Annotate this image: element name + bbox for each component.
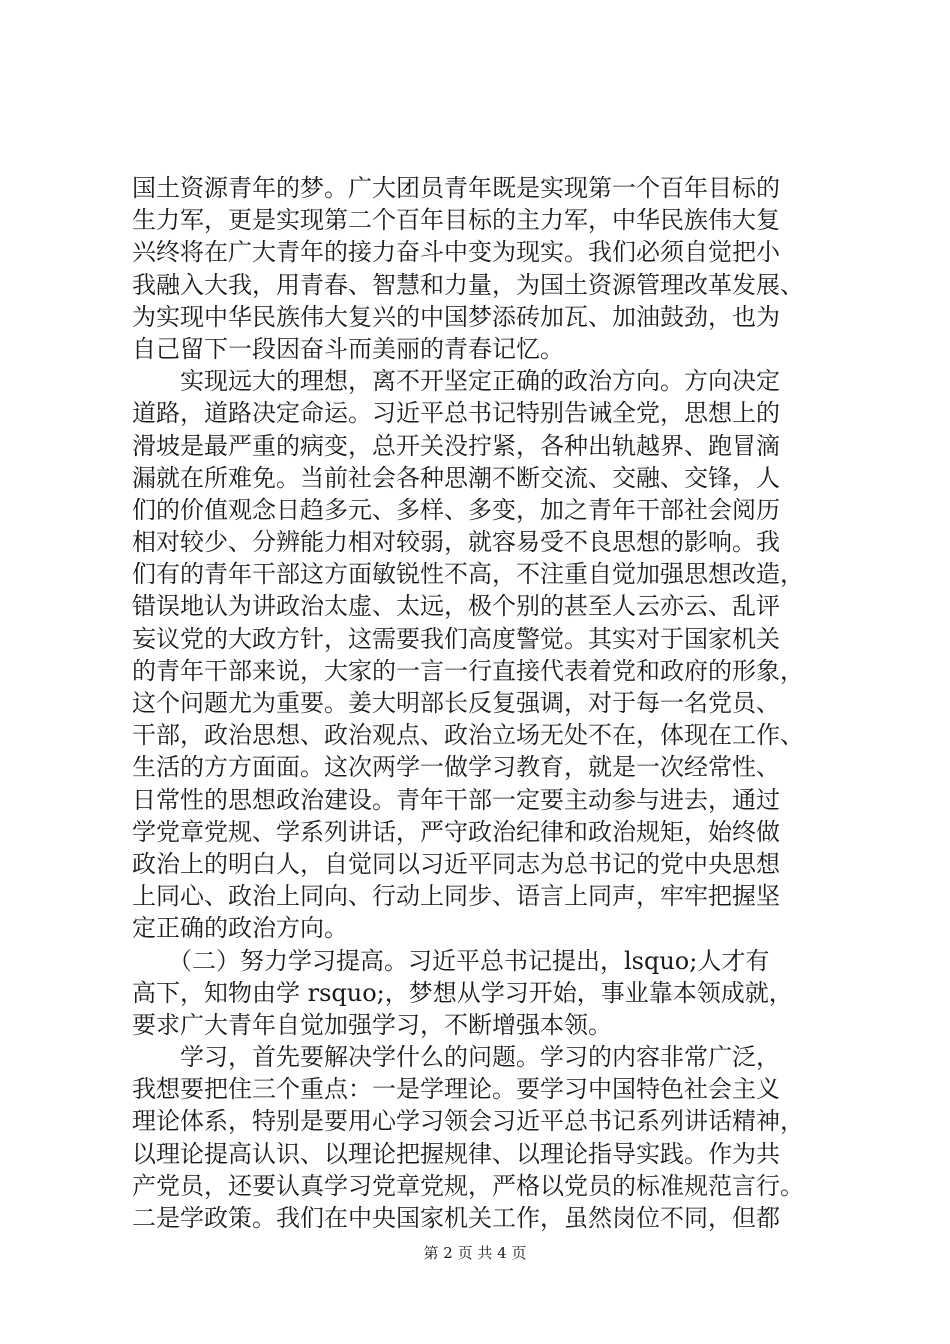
text-line: 错误地认为讲政治太虚、太远，极个别的甚至人云亦云、乱评 bbox=[132, 592, 780, 621]
text-line: 产党员，还要认真学习党章党规，严格以党员的标准规范言行。 bbox=[132, 1171, 804, 1200]
text-line: 这个问题尤为重要。姜大明部长反复强调，对于每一名党员、 bbox=[132, 689, 780, 717]
text-line: 国土资源青年的梦。广大团员青年既是实现第一个百年目标的 bbox=[132, 174, 780, 202]
text-line: 政治上的明白人，自觉同以习近平同志为总书记的党中央思想 bbox=[132, 849, 780, 878]
text-line: 妄议党的大政方针，这需要我们高度警觉。其实对于国家机关 bbox=[132, 624, 780, 653]
text-line: 生活的方方面面。这次两学一做学习教育，就是一次经常性、 bbox=[132, 753, 780, 782]
text-line: 学党章党规、学系列讲话，严守政治纪律和政治规矩，始终做 bbox=[132, 817, 780, 846]
text-line: 高下，知物由学 rsquo;，梦想从学习开始，事业靠本领成就， bbox=[132, 978, 793, 1007]
text-line: 干部，政治思想、政治观点、政治立场无处不在，体现在工作、 bbox=[132, 721, 804, 750]
text-line: 日常性的思想政治建设。青年干部一定要主动参与进去，通过 bbox=[132, 785, 780, 814]
text-line: 理论体系，特别是要用心学习领会习近平总书记系列讲话精神， bbox=[132, 1107, 804, 1136]
body-text bbox=[132, 172, 832, 1234]
text-line: 实现远大的理想，离不开坚定正确的政治方向。方向决定 bbox=[132, 367, 780, 396]
page-footer: 第 2 页 共 4 页 bbox=[423, 1244, 527, 1262]
text-line: 我融入大我，用青春、智慧和力量，为国土资源管理改革发展、 bbox=[132, 270, 804, 299]
text-line: 为实现中华民族伟大复兴的中国梦添砖加瓦、加油鼓劲，也为 bbox=[132, 302, 780, 331]
text-line: 要求广大青年自觉加强学习，不断增强本领。 bbox=[132, 1010, 612, 1039]
text-line: 学习，首先要解决学什么的问题。学习的内容非常广泛， bbox=[132, 1043, 780, 1072]
text-line: 二是学政策。我们在中央国家机关工作，虽然岗位不同，但都 bbox=[132, 1204, 780, 1232]
text-line: 生力军，更是实现第二个百年目标的主力军，中华民族伟大复 bbox=[132, 206, 780, 235]
text-line: 道路，道路决定命运。习近平总书记特别告诫全党，思想上的 bbox=[132, 399, 780, 428]
text-line: 上同心、政治上同向、行动上同步、语言上同声，牢牢把握坚 bbox=[132, 882, 780, 911]
text-line: 相对较少、分辨能力相对较弱，就容易受不良思想的影响。我 bbox=[132, 528, 780, 557]
text-line: 以理论提高认识、以理论把握规律、以理论指导实践。作为共 bbox=[132, 1139, 780, 1168]
text-line: 我想要把住三个重点：一是学理论。要学习中国特色社会主义 bbox=[132, 1075, 780, 1104]
text-line: 们有的青年干部这方面敏锐性不高，不注重自觉加强思想改造， bbox=[132, 560, 804, 589]
text-line: 自己留下一段因奋斗而美丽的青春记忆。 bbox=[132, 334, 564, 363]
text-line: 漏就在所难免。当前社会各种思潮不断交流、交融、交锋，人 bbox=[132, 463, 780, 492]
text-line: 的青年干部来说，大家的一言一行直接代表着党和政府的形象， bbox=[132, 656, 804, 685]
text-line: （二）努力学习提高。习近平总书记提出，lsquo;人才有 bbox=[132, 946, 770, 975]
text-line: 兴终将在广大青年的接力奋斗中变为现实。我们必须自觉把小 bbox=[132, 238, 780, 267]
text-line: 们的价值观念日趋多元、多样、多变，加之青年干部社会阅历 bbox=[132, 495, 780, 524]
text-line: 定正确的政治方向。 bbox=[132, 914, 348, 943]
text-line: 滑坡是最严重的病变，总开关没拧紧，各种出轨越界、跑冒滴 bbox=[132, 431, 780, 460]
